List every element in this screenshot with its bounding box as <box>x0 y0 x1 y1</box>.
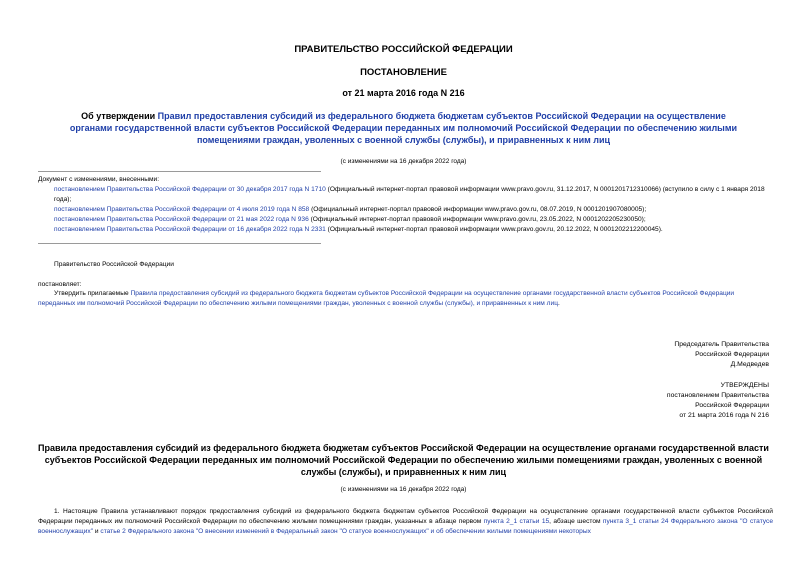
approved-line-3: Российской Федерации <box>695 402 769 409</box>
para-text-3: и <box>93 528 101 535</box>
decree-line: постановляет: <box>38 281 82 288</box>
divider-top <box>38 171 321 172</box>
approved-block <box>667 381 769 421</box>
signature-line-3: Д.Медведев <box>730 361 769 368</box>
approve-suffix: . <box>557 300 560 307</box>
amendment-text: (Официальный интернет-портал правовой информации www.pravo.gov.ru, 23.05.2022, N 0001202205230050); <box>308 216 646 223</box>
title-link[interactable]: Правил предоставления субсидий из федерального бюджета бюджетам субъектов Российской Федерации на осуществление органами государственной власти субъектов Российской Федерации переданных им полномочий Российской Федерации по обеспечению жилыми помещениями граждан, уволенных с военной службы (службы), и приравненных к ним лиц <box>69 111 738 145</box>
amendment-item <box>38 215 773 225</box>
approved-line-1: УТВЕРЖДЕНЫ <box>720 382 769 389</box>
para-link-1[interactable]: пункта 2_1 статьи 15 <box>483 518 550 525</box>
rules-title: Правила предоставления субсидий из федерального бюджета бюджетам субъектов Российской Федерации на осуществление органами государственной власти субъектов Российской Федерации переданных им полномочий Российской Федерации по обеспечению жилыми помещениями граждан, уволенных с военной службы (службы), и приравненных к ним лиц <box>38 443 769 477</box>
header-government: ПРАВИТЕЛЬСТВО РОССИЙСКОЙ ФЕДЕРАЦИИ <box>294 44 513 55</box>
approve-link[interactable]: Правила предоставления субсидий из федерального бюджета бюджетам субъектов Российской Федерации на осуществление органами государственной власти субъектов Российской Федерации переданных им полномочий Российской Федерации по обеспечению жилыми помещениями граждан, уволенных с военной службы (службы), и приравненных к ним лиц <box>38 290 735 307</box>
approved-line-4: от 21 марта 2016 года N 216 <box>679 412 769 419</box>
amendment-text: (Официальный интернет-портал правовой информации www.pravo.gov.ru, 08.07.2019, N 0001201907080005); <box>309 206 647 213</box>
government-line: Правительство Российской Федерации <box>54 261 174 268</box>
signature-line-1: Председатель Правительства <box>674 341 769 348</box>
approve-paragraph <box>38 289 773 309</box>
amendment-text: (Официальный интернет-портал правовой информации www.pravo.gov.ru, 31.12.2017, N 0001201712310066) (вступило в силу с 1 января 2018 года); <box>54 186 765 203</box>
divider-bottom <box>38 243 321 244</box>
para-text-2: , абзаце шестом <box>549 518 603 525</box>
amendment-item <box>38 205 773 215</box>
header-date: от 21 марта 2016 года N 216 <box>342 88 465 98</box>
para-link-3[interactable]: статье 2 Федерального закона "О внесении изменений в Федеральный закон "О статусе военнослужащих" и об обеспечении жилыми помещениями некоторых <box>100 528 591 535</box>
amendment-link[interactable]: постановлением Правительства Российской Федерации от 21 мая 2022 года N 936 <box>54 216 309 223</box>
para-link-2[interactable]: пункта 3_1 статьи 24 Федерального закона "О статусе военнослужащих" <box>38 518 773 535</box>
header-doc-type: ПОСТАНОВЛЕНИЕ <box>360 67 447 78</box>
amendment-link[interactable]: постановлением Правительства Российской Федерации от 30 декабря 2017 года N 1710 <box>54 186 326 193</box>
changes-note: (с изменениями на 16 декабря 2022 года) <box>340 158 467 165</box>
amendment-item <box>38 225 773 235</box>
title-prefix: Об утверждении <box>81 111 158 121</box>
signature-line-2: Российской Федерации <box>695 351 769 358</box>
amendment-item <box>38 185 773 205</box>
approved-line-2: постановлением Правительства <box>666 392 769 399</box>
document-title <box>60 110 747 146</box>
signature-block <box>674 340 769 370</box>
amendments-intro: Документ с изменениями, внесенными: <box>38 176 160 183</box>
approve-prefix: Утвердить прилагаемые <box>54 290 131 297</box>
amendment-link[interactable]: постановлением Правительства Российской Федерации от 16 декабря 2022 года N 2331 <box>54 226 326 233</box>
amendments-list <box>38 175 773 235</box>
amendment-text: (Официальный интернет-портал правовой информации www.pravo.gov.ru, 20.12.2022, N 0001202212200045). <box>325 226 663 233</box>
para-text-1: 1. Настоящие Правила устанавливают порядок предоставления субсидий из федерального бюджета бюджетам субъектов Российской Федерации на осуществление органами государственной власти субъектов Российской Федерации переданных им полномочий Российской Федерации по обеспечению жилыми помещениями граждан, указанных в абзаце первом <box>38 508 773 525</box>
rules-changes-note: (с изменениями на 16 декабря 2022 года) <box>340 486 467 493</box>
amendment-link[interactable]: постановлением Правительства Российской Федерации от 4 июля 2019 года N 858 <box>54 206 310 213</box>
rules-paragraph-1 <box>38 507 773 537</box>
